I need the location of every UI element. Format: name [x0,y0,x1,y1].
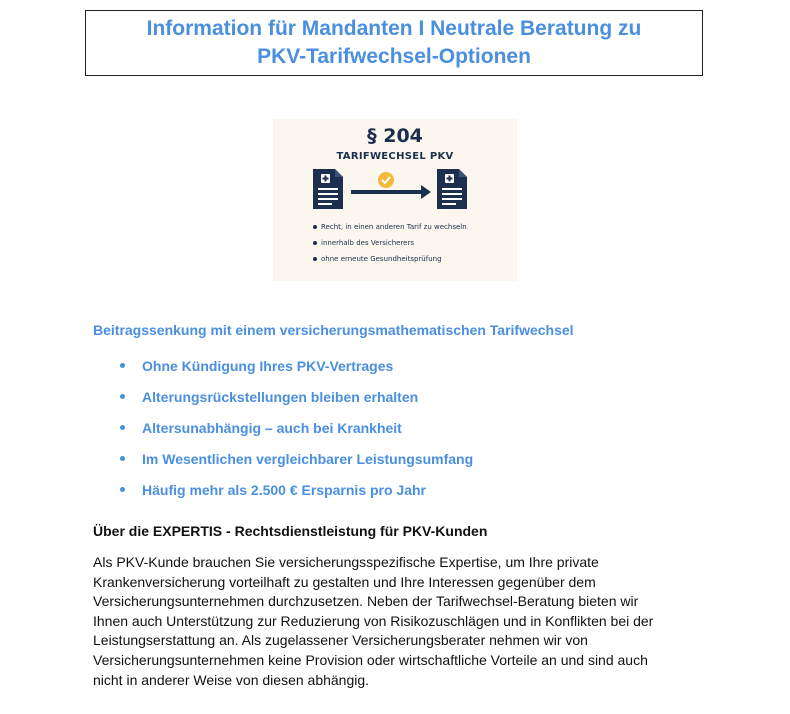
paragraph-line: Als PKV-Kunde brauchen Sie versicherungsspezifische Expertise, um Ihre private [93,554,599,570]
list-item: Im Wesentlichen vergleichbarer Leistungsumfang [120,448,473,479]
list-item: Altersunabhängig – auch bei Krankheit [120,417,473,448]
benefits-list [120,355,473,510]
paragraph-line: Ihnen auch Unterstützung zur Reduzierung von Risikozuschlägen und in Konflikten bei der [93,612,654,629]
check-circle-icon [378,172,394,188]
arrow-right-icon [351,185,431,199]
paragraph-line: Versicherungsunternehmen durchzusetzen. Neben der Tarifwechsel-Beratung bieten wir [93,593,639,610]
section-heading: Beitragssenkung mit einem versicherungsmathematischen Tarifwechsel [93,322,574,338]
paragraph-line: Leistungserstattung an. Als zugelassener Versicherungsberater nehmen wir von [93,632,588,649]
page-title-line-1: Information für Mandanten I Neutrale Beratung zu [146,17,642,40]
illustration-bullet: innerhalb des Versicherers [313,235,467,251]
about-heading: Über die EXPERTIS - Rechtsdienstleistung für PKV-Kunden [93,523,488,539]
list-item: Häufig mehr als 2.500 € Ersparnis pro Jahr [120,479,473,510]
title-box [85,10,703,76]
paragraph-line: nicht in anderer Weise von diesen abhängig. [93,671,370,688]
list-item: Alterungsrückstellungen bleiben erhalten [120,386,473,417]
paragraph-line: Versicherungsunternehmen keine Provision oder wirtschaftliche Vorteile an und sind auch [93,651,648,668]
document-icon [313,169,343,209]
about-paragraph [93,553,713,690]
illustration-bullet-list [313,219,467,267]
illustration-heading: § 204 [367,125,423,147]
list-item: Ohne Kündigung Ihres PKV-Vertrages [120,355,473,386]
illustration-bullet: Recht, in einen anderen Tarif zu wechseln [313,219,467,235]
document-icon [437,169,467,209]
paragraph-line: Krankenversicherung vorteilhaft zu gestalten und Ihre Interessen gegenüber dem [93,573,596,590]
page-title-line-2: PKV-Tarifwechsel-Optionen [257,45,531,68]
illustration-bullet: ohne erneute Gesundheitsprüfung [313,251,467,267]
illustration-subheading: TARIFWECHSEL PKV [336,151,454,162]
tarifwechsel-illustration [273,119,517,281]
